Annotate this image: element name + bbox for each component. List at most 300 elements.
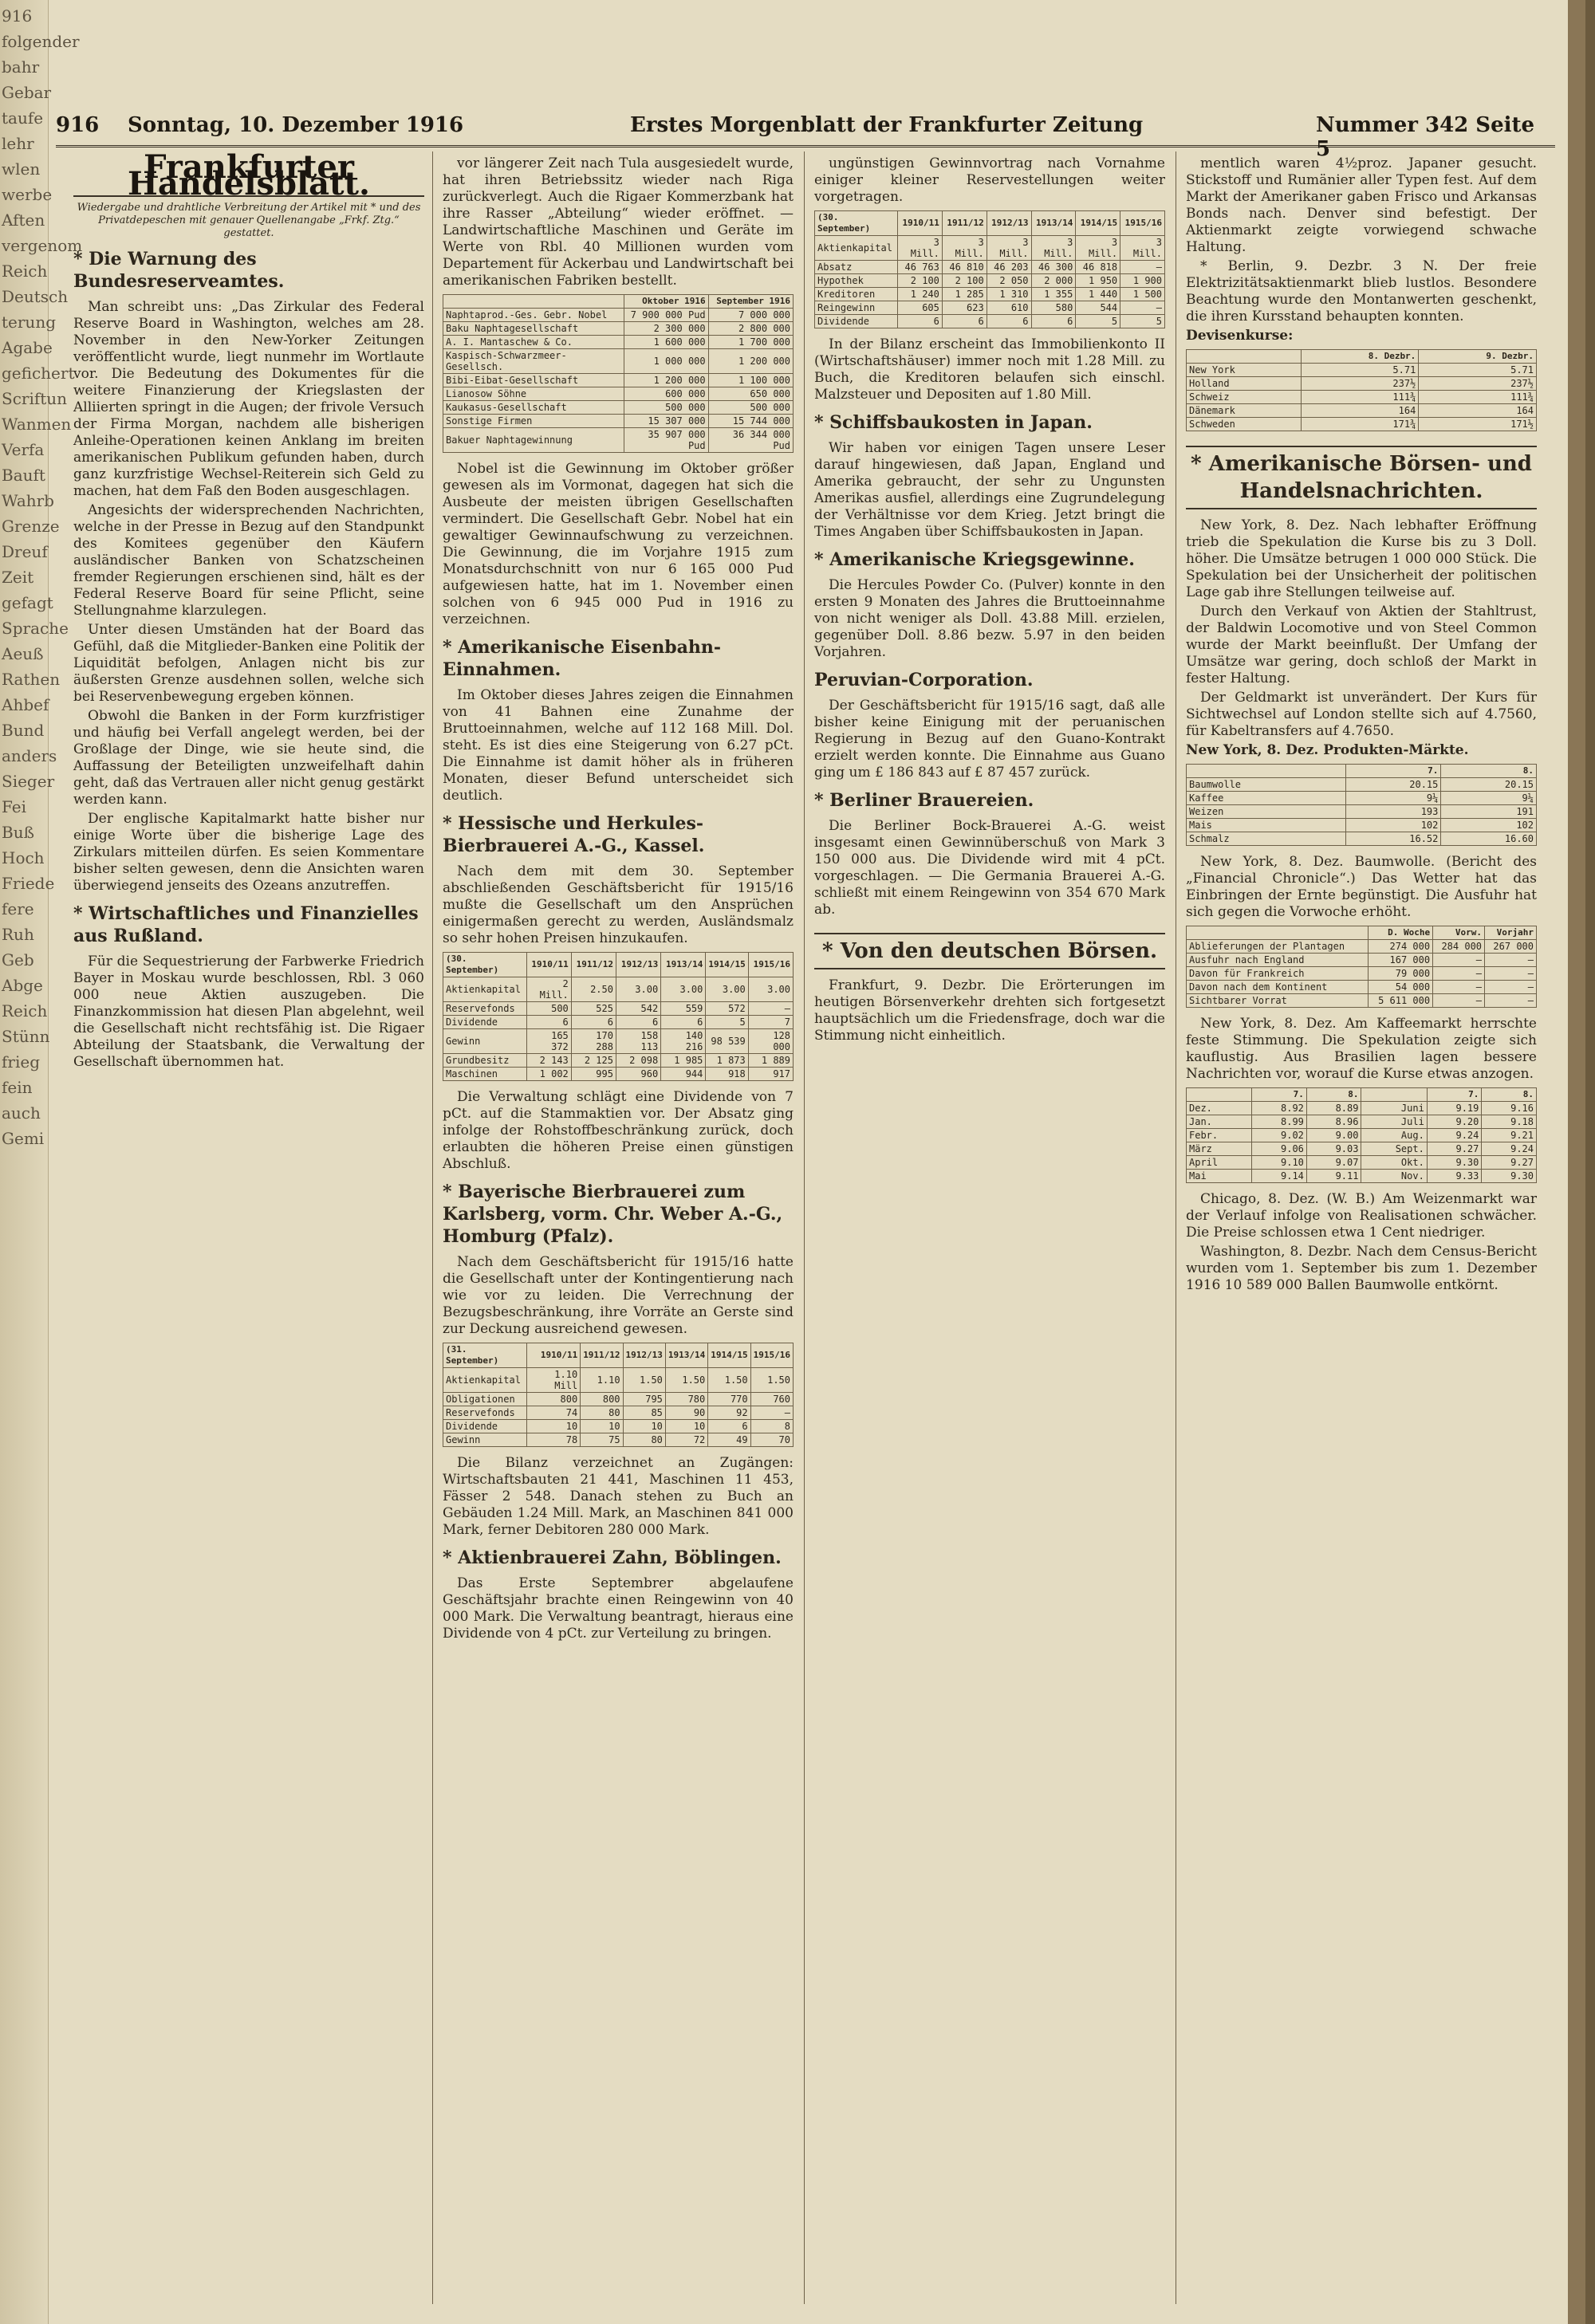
table-header-cell: 1913/14	[1031, 211, 1076, 236]
article-paragraph: New York, 8. Dez. Nach lebhafter Eröffnung trieb die Spekulation die Kurse bis zu 3 Doll. höher. Die Umsätze betrugen 1 000 000 Stück. Die Spekulation bei der Unsicherheit der politischen Lage gab ihre Stellungen teilweise auf.	[1186, 517, 1537, 600]
table-cell: —	[1485, 954, 1537, 967]
table-row	[1187, 1142, 1537, 1156]
table-cell: Ablieferungen der Plantagen	[1187, 940, 1369, 954]
table-cell: 6	[661, 1016, 706, 1029]
binding-fragment-text: Reich	[2, 1001, 48, 1020]
table-row	[1187, 819, 1537, 832]
table-cell: 7 000 000	[708, 309, 793, 322]
table-cell: —	[1120, 301, 1165, 315]
table-cell: 6	[942, 315, 987, 328]
table-cell: 5	[706, 1016, 748, 1029]
table-cell: Naphtaprod.-Ges. Gebr. Nobel	[443, 309, 624, 322]
column-2	[443, 155, 794, 2308]
table-cell: 780	[665, 1393, 707, 1406]
table-cell: 2 100	[942, 274, 987, 288]
table-cell: Juni	[1361, 1102, 1427, 1115]
table-header-cell: 1913/14	[661, 953, 706, 977]
article-paragraph: Das Erste Septembrer abgelaufene Geschäftsjahr brachte einen Reingewinn von 40 000 Mark. Die Verwaltung beantragt, hieraus eine Dividende von 4 pCt. zur Verteilung zu bringen.	[443, 1575, 794, 1642]
binding-fragment-text: Fei	[2, 797, 27, 816]
table-cell: 237½	[1301, 377, 1419, 391]
binding-fragment-text: fein	[2, 1078, 33, 1097]
table-cell: 3 Mill.	[898, 236, 943, 261]
table-row	[1187, 377, 1537, 391]
table-cell: 1 900	[1120, 274, 1165, 288]
table-header-cell: 1911/12	[571, 953, 616, 977]
table-cell: 1.50	[708, 1368, 750, 1393]
table-row	[443, 428, 794, 453]
article-paragraph: Die Hercules Powder Co. (Pulver) konnte in den ersten 9 Monaten des Jahres die Bruttoeinnahme von nicht weniger als Doll. 43.88 Mill. erzielen, gegenüber Doll. 8.86 bezw. 5.97 in den beiden Vorjahren.	[814, 577, 1165, 660]
table-cell: Aktienkapital	[815, 236, 898, 261]
binding-fragment-text: frieg	[2, 1052, 40, 1072]
table-header-row	[1187, 350, 1537, 364]
table-cell: 1 440	[1076, 288, 1120, 301]
table-cell: Aug.	[1361, 1129, 1427, 1142]
article-headline: * Bayerische Bierbrauerei zum Karlsberg, vorm. Chr. Weber A.-G., Homburg (Pfalz).	[443, 1182, 783, 1247]
table-row	[443, 322, 794, 336]
table-cell: 9.10	[1252, 1156, 1307, 1170]
table-cell: 70	[750, 1433, 793, 1447]
table-cell: 80	[581, 1406, 623, 1420]
table-header-cell	[1187, 350, 1302, 364]
table-row	[1187, 1129, 1537, 1142]
binding-fragment-text: Sieger	[2, 772, 55, 791]
table-row	[443, 1002, 794, 1016]
table-row	[443, 977, 794, 1002]
article-paragraph: Für die Sequestrierung der Farbwerke Friedrich Bayer in Moskau wurde beschlossen, Rbl. 3 060 000 neue Aktien auszugeben. Die Finanzkommission hat diesen Plan abgelehnt, weil die Gesellschaft nicht rechtsfähig ist. Die Rigaer Abteilung der Staatsbank, die Verwaltung der Gesellschaft übernommen hat.	[73, 954, 424, 1070]
table-cell: 1 000 000	[624, 349, 708, 374]
table-cell: Weizen	[1187, 805, 1346, 819]
table-row	[443, 1054, 794, 1068]
table-cell: 7	[748, 1016, 793, 1029]
table-header-cell	[1187, 926, 1369, 940]
table-cell: 525	[571, 1002, 616, 1016]
table-header-cell: 1911/12	[581, 1343, 623, 1368]
article-paragraph: Man schreibt uns: „Das Zirkular des Federal Reserve Board in Washington, welches am 28. November in den New-Yorker Zeitungen veröffentlicht wurde, liegt nunmehr im Wortlaute vor. Die Bedeutung des Dokumentes für die weitere Finanzierung der Kriegslasten der Alliierten springt in die Augen; der frivole Versuch der Firma Morgan, nachdem alle bisherigen Anleihe-Operationen keinen Anklang im breiten amerikanischen Publikum gefunden haben, durch ganz kurzfristige Wechsel-Reiterein sich Geld zu machen, hat dem Faß den Boden ausgeschlagen.	[73, 299, 424, 499]
table-row	[1187, 792, 1537, 805]
table-cell: Dividende	[815, 315, 898, 328]
table-cell: 1 240	[898, 288, 943, 301]
table-cell: 72	[665, 1433, 707, 1447]
table-row	[443, 374, 794, 387]
table-cell: 1 600 000	[624, 336, 708, 349]
table-cell: 6	[526, 1016, 571, 1029]
table-cell: Maschinen	[443, 1068, 527, 1081]
table-header-cell: September 1916	[708, 295, 793, 309]
binding-fragment-text: lehr	[2, 134, 34, 153]
table-cell: 98 539	[706, 1029, 748, 1054]
article-paragraph: Frankfurt, 9. Dezbr. Die Erörterungen im heutigen Börsenverkehr drehten sich fortgesetzt hauptsächlich um die Friedensfrage, doch war die Stimmung nicht einheitlich.	[814, 977, 1165, 1044]
table-header-row	[443, 1343, 794, 1368]
table-header-cell: (30. September)	[443, 953, 527, 977]
table-cell: 2 100	[898, 274, 943, 288]
binding-fragment-text: Bauft	[2, 466, 45, 485]
table-cell: 9.19	[1427, 1102, 1482, 1115]
table-cell: 3 Mill.	[987, 236, 1031, 261]
table-cell: 165 372	[526, 1029, 571, 1054]
article-paragraph: Im Oktober dieses Jahres zeigen die Einnahmen von 41 Bahnen eine Zunahme der Bruttoeinnahmen, welche auf 112 168 Mill. Dol. steht. Es ist dies eine Steigerung von 6.27 pCt. Die Einnahme ist damit höher als in früheren Monaten, dieser Befund unterscheidet sich deutlich.	[443, 687, 794, 804]
table-cell: 960	[616, 1068, 660, 1081]
table-header-cell: (31. September)	[443, 1343, 527, 1368]
table-cell: Bibi-Eibat-Gesellschaft	[443, 374, 624, 387]
table-cell: 20.15	[1441, 778, 1537, 792]
table-cell: 9.33	[1427, 1170, 1482, 1183]
table-cell: 760	[750, 1393, 793, 1406]
table-cell: Nov.	[1361, 1170, 1427, 1183]
table-cell: Reservefonds	[443, 1002, 527, 1016]
table-cell: 10	[665, 1420, 707, 1433]
table-cell: 5 611 000	[1368, 994, 1432, 1008]
table-cell: 158 113	[616, 1029, 660, 1054]
table-cell: 10	[526, 1420, 580, 1433]
table-cell: 1 889	[748, 1054, 793, 1068]
table-header-cell: 7.	[1427, 1088, 1482, 1102]
table-cell: 79 000	[1368, 967, 1432, 981]
table-cell: Gewinn	[443, 1029, 527, 1054]
table-row	[1187, 1170, 1537, 1183]
table-cell: 1 200 000	[708, 349, 793, 374]
table-cell: 111¾	[1419, 391, 1537, 404]
table-cell: 6	[987, 315, 1031, 328]
table-cell: 1 002	[526, 1068, 571, 1081]
table-header-cell: 1910/11	[526, 953, 571, 977]
table-row	[443, 336, 794, 349]
table-cell: Dividende	[443, 1016, 527, 1029]
table-cell: 795	[623, 1393, 665, 1406]
table-cell: 3.00	[748, 977, 793, 1002]
table-cell: 2 125	[571, 1054, 616, 1068]
table-cell: 46 810	[942, 261, 987, 274]
table-header-cell: 1912/13	[623, 1343, 665, 1368]
article-paragraph: Die Berliner Bock-Brauerei A.-G. weist insgesamt einen Gewinnüberschuß von Mark 3 150 000 aus. Die Dividende wird mit 4 pCt. vorgeschlagen. — Die Germania Brauerei A.-G. schließt mit einem Reingewinn von 354 670 Mark ab.	[814, 818, 1165, 918]
table-row	[443, 349, 794, 374]
table-row	[1187, 967, 1537, 981]
table-cell: 605	[898, 301, 943, 315]
table-cell: 10	[623, 1420, 665, 1433]
article-paragraph: New York, 8. Dez. Am Kaffeemarkt herrschte feste Stimmung. Die Spekulation zeigte sich kauflustig. Aus Brasilien lagen bessere Nachrichten vor, worauf die Kurse etwas anzogen.	[1186, 1016, 1537, 1082]
table-cell: April	[1187, 1156, 1252, 1170]
article-paragraph: Nach dem Geschäftsbericht für 1915/16 hatte die Gesellschaft unter der Kontingentierung nach wie vor zu leiden. Die Verrechnung der Bezugsbeschränkung, ihre Vorräte an Gerste sind zur Deckung ausreichend gewesen.	[443, 1254, 794, 1337]
table-header-cell: 8.	[1306, 1088, 1361, 1102]
production-table	[443, 294, 794, 453]
table-cell: Schweden	[1187, 418, 1302, 431]
devisen-label: Devisenkurse:	[1186, 328, 1294, 344]
article-headline: * Amerikanische Eisenbahn-Einnahmen.	[443, 637, 722, 680]
binding-fragment-text: auch	[2, 1103, 41, 1123]
table-cell: 9.14	[1252, 1170, 1307, 1183]
table-cell: Sept.	[1361, 1142, 1427, 1156]
article-headline: * Hessische und Herkules-Bierbrauerei A.-G., Kassel.	[443, 813, 705, 856]
table-cell: 1 500	[1120, 288, 1165, 301]
column-rule	[432, 151, 433, 2304]
market-table-title: New York, 8. Dez. Produkten-Märkte.	[1186, 742, 1469, 758]
table-cell: 1 985	[661, 1054, 706, 1068]
exchange-rate-table	[1186, 349, 1537, 431]
table-cell: 6	[1031, 315, 1076, 328]
table-cell: 78	[526, 1433, 580, 1447]
table-cell: —	[1485, 981, 1537, 994]
binding-fragment-text: Bund	[2, 721, 45, 740]
section-subtitle: Wiedergabe und drahtliche Verbreitung der Artikel mit * und des Privatdepeschen mit genauer Quellenangabe „Frkf. Ztg.“ gestattet.	[77, 202, 421, 239]
adjacent-page-fragment	[0, 0, 83, 2324]
table-cell: Aktienkapital	[443, 977, 527, 1002]
column-3	[814, 155, 1165, 2308]
balance-table	[443, 952, 794, 1081]
binding-fragment-text: Zeit	[2, 568, 34, 587]
table-cell: 9.21	[1482, 1129, 1537, 1142]
table-header-cell: 8.	[1482, 1088, 1537, 1102]
table-cell: 36 344 000 Pud	[708, 428, 793, 453]
table-row	[1187, 364, 1537, 377]
table-cell: Kaukasus-Gesellschaft	[443, 401, 624, 415]
table-cell: New York	[1187, 364, 1302, 377]
table-cell: 85	[623, 1406, 665, 1420]
table-cell: Holland	[1187, 377, 1302, 391]
table-row	[1187, 1102, 1537, 1115]
table-row	[815, 236, 1165, 261]
table-cell: 1.10 Mill	[526, 1368, 580, 1393]
table-row	[1187, 981, 1537, 994]
table-header-cell: 1910/11	[898, 211, 943, 236]
table-cell: 1 950	[1076, 274, 1120, 288]
table-cell: Lianosow Söhne	[443, 387, 624, 401]
table-cell: Baumwolle	[1187, 778, 1346, 792]
table-cell: 171¾	[1301, 418, 1419, 431]
table-cell: —	[1433, 954, 1485, 967]
table-cell: 623	[942, 301, 987, 315]
table-cell: Sonstige Firmen	[443, 415, 624, 428]
table-header-row	[1187, 765, 1537, 778]
table-cell: 2 300 000	[624, 322, 708, 336]
table-cell: 20.15	[1345, 778, 1441, 792]
table-header-cell: 1912/13	[987, 211, 1031, 236]
table-cell: Bakuer Naphtagewinnung	[443, 428, 624, 453]
table-header-cell: D. Woche	[1368, 926, 1432, 940]
table-cell: —	[1485, 967, 1537, 981]
table-cell: 500 000	[708, 401, 793, 415]
binding-fragment-text: anders	[2, 746, 57, 765]
header-issue-page: Nummer 342 Seite 5	[1316, 113, 1535, 161]
table-cell: 102	[1441, 819, 1537, 832]
table-row	[443, 1406, 794, 1420]
article-paragraph: In der Bilanz erscheint das Immobilienkonto II (Wirtschaftshäuser) immer noch mit 1.28 Mill. zu Buch, die Kreditoren belaufen sich einschl. Malzsteuer und Depositen auf 1.80 Mill.	[814, 336, 1165, 403]
table-cell: Jan.	[1187, 1115, 1252, 1129]
table-header-row	[443, 295, 794, 309]
table-cell: 9.00	[1306, 1129, 1361, 1142]
article-paragraph: Washington, 8. Dezbr. Nach dem Census-Bericht wurden vom 1. September bis zum 1. Dezember 1916 10 589 000 Ballen Baumwolle entkörnt.	[1186, 1244, 1537, 1293]
table-cell: 9.27	[1427, 1142, 1482, 1156]
table-cell: Dänemark	[1187, 404, 1302, 418]
table-cell: 46 300	[1031, 261, 1076, 274]
table-row	[815, 261, 1165, 274]
table-cell: 6	[708, 1420, 750, 1433]
table-row	[443, 415, 794, 428]
table-header-cell: 8. Dezbr.	[1301, 350, 1419, 364]
table-cell: Ausfuhr nach England	[1187, 954, 1369, 967]
table-cell: 16.60	[1441, 832, 1537, 846]
table-cell: 164	[1301, 404, 1419, 418]
table-cell: 8.99	[1252, 1115, 1307, 1129]
table-cell: 46 818	[1076, 261, 1120, 274]
table-cell: 9.11	[1306, 1170, 1361, 1183]
table-cell: 267 000	[1485, 940, 1537, 954]
binding-fragment-text: wlen	[2, 159, 41, 179]
table-cell: 500 000	[624, 401, 708, 415]
binding-fragment-text: Gemi	[2, 1129, 45, 1148]
table-row	[1187, 418, 1537, 431]
table-cell: 1 873	[706, 1054, 748, 1068]
balance-table	[443, 1343, 794, 1447]
table-header-cell	[1187, 765, 1346, 778]
table-cell: 193	[1345, 805, 1441, 819]
table-row	[815, 274, 1165, 288]
binding-fragment-text: Aften	[2, 210, 45, 230]
table-header-cell: 1915/16	[750, 1343, 793, 1368]
binding-fragment-text: folgender	[2, 32, 80, 51]
table-cell: 171½	[1419, 418, 1537, 431]
table-row	[1187, 1115, 1537, 1129]
table-cell: 2 050	[987, 274, 1031, 288]
binding-fragment-text: terung	[2, 313, 56, 332]
table-cell: 1.50	[665, 1368, 707, 1393]
header-page-number: 916	[56, 113, 100, 137]
binding-fragment-text: fere	[2, 899, 34, 918]
binding-fragment-text: Sprache	[2, 619, 69, 638]
table-cell: 5	[1120, 315, 1165, 328]
table-cell: 237½	[1419, 377, 1537, 391]
article-paragraph: Nach dem mit dem 30. September abschließenden Geschäftsbericht für 1915/16 mußte die Gesellschaft um den Ansprüchen einigermaßen gerecht zu werden, Ausländsmalz so sehr hohen Preisen hinzukaufen.	[443, 863, 794, 946]
article-paragraph: Die Verwaltung schlägt eine Dividende von 7 pCt. auf die Stammaktien vor. Der Absatz ging infolge der Rohstoffbeschränkung zurück, doch erlaubten die höheren Preise einen günstigen Abschluß.	[443, 1089, 794, 1172]
table-row	[443, 1393, 794, 1406]
table-cell: Dez.	[1187, 1102, 1252, 1115]
table-cell: —	[1433, 967, 1485, 981]
binding-fragment-text: Aeuß	[2, 644, 44, 663]
table-row	[443, 1029, 794, 1054]
table-row	[1187, 940, 1537, 954]
header-newspaper-title: Erstes Morgenblatt der Frankfurter Zeitung	[630, 113, 1144, 137]
table-cell: 284 000	[1433, 940, 1485, 954]
table-cell: 1.50	[623, 1368, 665, 1393]
table-cell: —	[1485, 994, 1537, 1008]
table-cell: 75	[581, 1433, 623, 1447]
table-cell: Hypothek	[815, 274, 898, 288]
table-header-row	[443, 953, 794, 977]
table-cell: 5.71	[1301, 364, 1419, 377]
binding-fragment-text: Hoch	[2, 848, 45, 867]
table-row	[443, 401, 794, 415]
table-cell: 8.92	[1252, 1102, 1307, 1115]
table-cell: 1 100 000	[708, 374, 793, 387]
table-cell: 572	[706, 1002, 748, 1016]
table-cell: 2 143	[526, 1054, 571, 1068]
binding-fragment-text: Ruh	[2, 925, 34, 944]
article-headline: * Die Warnung des Bundesreserveamtes.	[73, 249, 285, 292]
table-header-cell: 1915/16	[1120, 211, 1165, 236]
binding-fragment-text: Stünn	[2, 1027, 50, 1046]
table-cell: 1 355	[1031, 288, 1076, 301]
article-paragraph: Die Bilanz verzeichnet an Zugängen: Wirtschaftsbauten 21 441, Maschinen 11 453, Fässer 2 548. Danach stehen zu Buch an Gebäuden 1.24 Mill. Mark, an Maschinen 841 000 Mark, ferner Debitoren 280 000 Mark.	[443, 1455, 794, 1538]
article-paragraph: Der englische Kapitalmarkt hatte bisher nur einige Worte über die bisherige Lage des Zirkulars mitteilen dürfen. Es seien Kommentare bisher selten gewesen, denn die Ansichten waren überwiegend jenseits des Ozeans anzutreffen.	[73, 811, 424, 894]
table-row	[443, 1433, 794, 1447]
table-cell: 49	[708, 1433, 750, 1447]
table-cell: 9¼	[1441, 792, 1537, 805]
table-cell: Obligationen	[443, 1393, 527, 1406]
section-masthead: Frankfurter Handelsblatt.	[73, 159, 424, 197]
table-header-cell: 1914/15	[706, 953, 748, 977]
table-cell: 5	[1076, 315, 1120, 328]
table-cell: 9¼	[1345, 792, 1441, 805]
binding-fragment-text: bahr	[2, 57, 40, 77]
table-cell: 770	[708, 1393, 750, 1406]
binding-fragment-text: werbe	[2, 185, 53, 204]
table-cell: 164	[1419, 404, 1537, 418]
table-cell: 1 200 000	[624, 374, 708, 387]
table-header-cell: 1914/15	[1076, 211, 1120, 236]
table-cell: 9.24	[1482, 1142, 1537, 1156]
table-cell: 92	[708, 1406, 750, 1420]
binding-fragment-text: Geb	[2, 950, 34, 969]
table-cell: 2 Mill.	[526, 977, 571, 1002]
table-header-cell: (30. September)	[815, 211, 898, 236]
article-paragraph: Unter diesen Umständen hat der Board das Gefühl, daß die Mitglieder-Banken eine Politik der Liquidität befolgen, Anlagen nicht bis zur äußersten Grenze ausdehnen sollen, welche sich bei Reservenbewegung ergeben können.	[73, 622, 424, 705]
article-headline: * Schiffsbaukosten in Japan.	[814, 412, 1093, 433]
table-cell: 2 098	[616, 1054, 660, 1068]
table-row	[1187, 391, 1537, 404]
table-cell: Grundbesitz	[443, 1054, 527, 1068]
book-edge	[1568, 0, 1585, 2324]
table-cell: 580	[1031, 301, 1076, 315]
table-cell: 10	[581, 1420, 623, 1433]
table-cell: —	[1433, 994, 1485, 1008]
article-paragraph: Der Geschäftsbericht für 1915/16 sagt, daß alle bisher keine Einigung mit der peruanischen Regierung in Bezug auf den Guano-Kontrakt erzielt werden konnte. Die Einnahme aus Guano ging um £ 186 843 auf £ 87 457 zurück.	[814, 698, 1165, 781]
table-cell: 995	[571, 1068, 616, 1081]
table-row	[1187, 778, 1537, 792]
table-cell: Gewinn	[443, 1433, 527, 1447]
table-header-cell	[443, 295, 624, 309]
table-cell: 3 Mill.	[1076, 236, 1120, 261]
table-cell: A. I. Mantaschew & Co.	[443, 336, 624, 349]
table-cell: 46 203	[987, 261, 1031, 274]
table-row	[815, 315, 1165, 328]
table-cell: —	[1120, 261, 1165, 274]
table-cell: —	[748, 1002, 793, 1016]
table-row	[815, 288, 1165, 301]
table-cell: 74	[526, 1406, 580, 1420]
column-rule	[804, 151, 805, 2304]
table-header-cell: 9. Dezbr.	[1419, 350, 1537, 364]
binding-fragment-text: gefichert	[2, 364, 75, 383]
balance-table	[814, 210, 1165, 328]
article-headline: * Aktienbrauerei Zahn, Böblingen.	[443, 1547, 782, 1568]
table-cell: 54 000	[1368, 981, 1432, 994]
article-paragraph: Der Geldmarkt ist unverändert. Der Kurs für Sichtwechsel auf London stellte sich auf 4.7560, für Kabeltransfers auf 4.7650.	[1186, 690, 1537, 739]
table-cell: 6	[898, 315, 943, 328]
table-cell: 1 700 000	[708, 336, 793, 349]
table-cell: 9.27	[1482, 1156, 1537, 1170]
table-row	[1187, 1156, 1537, 1170]
table-cell: 9.18	[1482, 1115, 1537, 1129]
table-row	[443, 1068, 794, 1081]
table-cell: —	[750, 1406, 793, 1420]
table-cell: 9.03	[1306, 1142, 1361, 1156]
table-cell: 1.10	[581, 1368, 623, 1393]
table-header-cell: Vorjahr	[1485, 926, 1537, 940]
table-cell: 650 000	[708, 387, 793, 401]
table-header-cell: Oktober 1916	[624, 295, 708, 309]
table-cell: Davon nach dem Kontinent	[1187, 981, 1369, 994]
table-cell: Juli	[1361, 1115, 1427, 1129]
binding-fragment-text: Deutsch	[2, 287, 69, 306]
table-cell: 917	[748, 1068, 793, 1081]
